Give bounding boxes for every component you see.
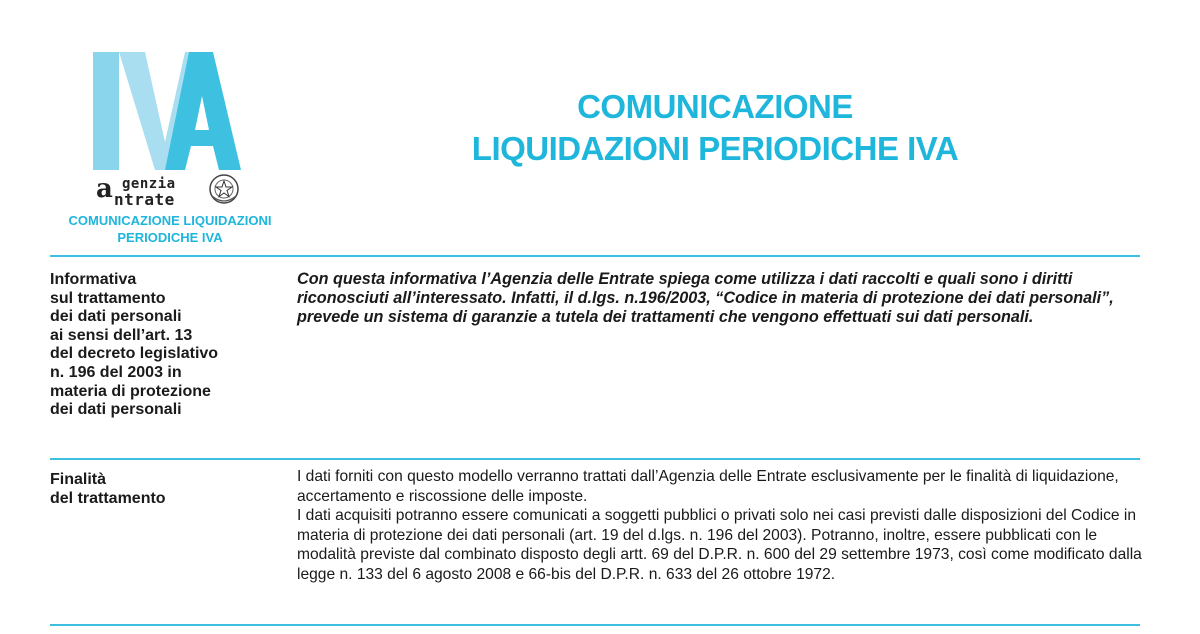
section-label-finalita xyxy=(50,471,270,508)
label-line: Finalità xyxy=(50,471,107,488)
logo-caption xyxy=(40,212,300,246)
finalita-text xyxy=(297,467,1142,584)
page-title xyxy=(380,86,1050,170)
agency-big-letter: a xyxy=(96,174,113,204)
label-line: dei dati personali xyxy=(50,308,182,326)
logo-caption-line-2: PERIODICHE IVA xyxy=(117,230,223,245)
divider-top xyxy=(50,255,1140,257)
republic-emblem-icon xyxy=(207,172,241,206)
label-line: materia di protezione xyxy=(50,382,211,400)
label-line: Informativa xyxy=(50,271,137,288)
paragraph: I dati forniti con questo modello verranno trattati dall’Agenzia delle Entrate esclusivamente per le finalità di liquidazione, accertamento e riscossione delle imposte. xyxy=(297,468,1119,505)
label-line: n. 196 del 2003 in xyxy=(50,363,182,381)
agency-line-2: ntrate xyxy=(114,190,175,209)
label-line: ai sensi dell’art. 13 xyxy=(50,326,193,344)
divider-bottom xyxy=(50,624,1140,626)
label-line: del decreto legislativo xyxy=(50,345,219,363)
label-line: dei dati personali xyxy=(50,401,182,419)
label-line: sul trattamento xyxy=(50,289,166,307)
intro-text: Con questa informativa l’Agenzia delle Entrate spiega come utilizza i dati raccolti e quali sono i diritti riconosciuti all’interessato. Infatti, il d.lgs. n.196/2003, “Codice in materia di protezione dei dati personali”, prevede un sistema di garanzie a tutela dei trattamenti che vengono effettuati sui dati personali. xyxy=(297,270,1114,326)
logo-caption-line-1: COMUNICAZIONE LIQUIDAZIONI xyxy=(68,213,272,228)
paragraph: I dati acquisiti potranno essere comunicati a soggetti pubblici o privati solo nei casi previsti dalle disposizioni del Codice in materia di protezione dei dati personali (art. 19 del d.lgs. n. 196 del 2003). Potranno, inoltre, essere pubblicati con le modalità previste dal combinato disposto degli artt. 69 del D.P.R. n. 600 del 29 settembre 1973, così come modificato dalla legge n. 133 del 6 agosto 2008 e 66-bis del D.P.R. n. 633 del 26 ottobre 1972. xyxy=(297,507,1142,583)
section-label-informativa xyxy=(50,271,270,420)
title-line-1: COMUNICAZIONE xyxy=(577,88,853,125)
agency-line-1: genzia xyxy=(122,176,176,192)
label-line: del trattamento xyxy=(50,489,166,507)
iva-logo xyxy=(85,50,245,175)
title-line-2: LIQUIDAZIONI PERIODICHE IVA xyxy=(471,130,959,167)
divider-middle xyxy=(50,458,1140,460)
logo-letter-i xyxy=(93,52,119,170)
